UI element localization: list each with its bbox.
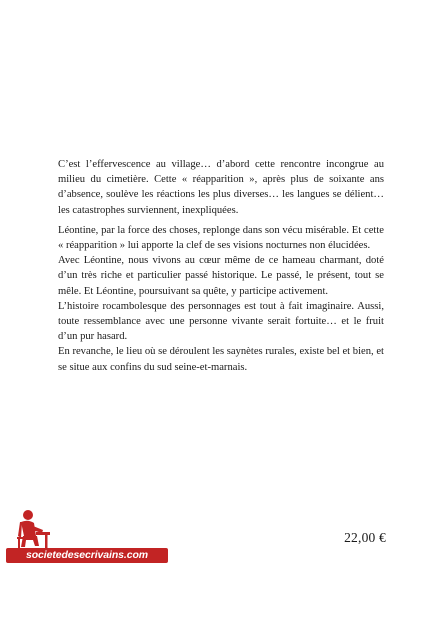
blurb-paragraph-2: Léontine, par la force des choses, replonge dans son vécu misérable. Et cette « réapparition » lui apporte la clef de ses visions nocturnes non élucidées. — [58, 224, 384, 252]
blurb-paragraph-4: L’histoire rocambolesque des personnages est tout à fait imaginaire. Aussi, toute ressemblance avec une personne vivante serait fortuite… et le fruit d’un pur hasard. — [58, 300, 384, 343]
publisher-logo-text: societedesecrivains.com — [6, 548, 168, 563]
back-cover-blurb — [58, 157, 384, 375]
writer-at-desk-icon — [12, 506, 52, 554]
price-label: 22,00 € — [344, 530, 386, 545]
blurb-paragraph-1: C’est l’effervescence au village… d’abord cette rencontre incongrue au milieu du cimetière. Cette « réapparition », après plus de soixante ans d’absence, soulève les réactions les plus diverses… les langues se délient… les catastrophes surviennent, inexpliquées. — [58, 159, 384, 216]
publisher-logo — [6, 506, 178, 578]
blurb-paragraph-5: En revanche, le lieu où se déroulent les saynètes rurales, existe bel et bien, et se situe aux confins du sud seine-et-marnais. — [58, 346, 384, 373]
blurb-paragraph-3: Avec Léontine, nous vivons au cœur même de ce hameau charmant, doté d’un très riche et particulier passé historique. Le passé, le présent, tout se mêle. Et Léontine, poursuivant sa quête, y participe activement. — [58, 255, 384, 297]
